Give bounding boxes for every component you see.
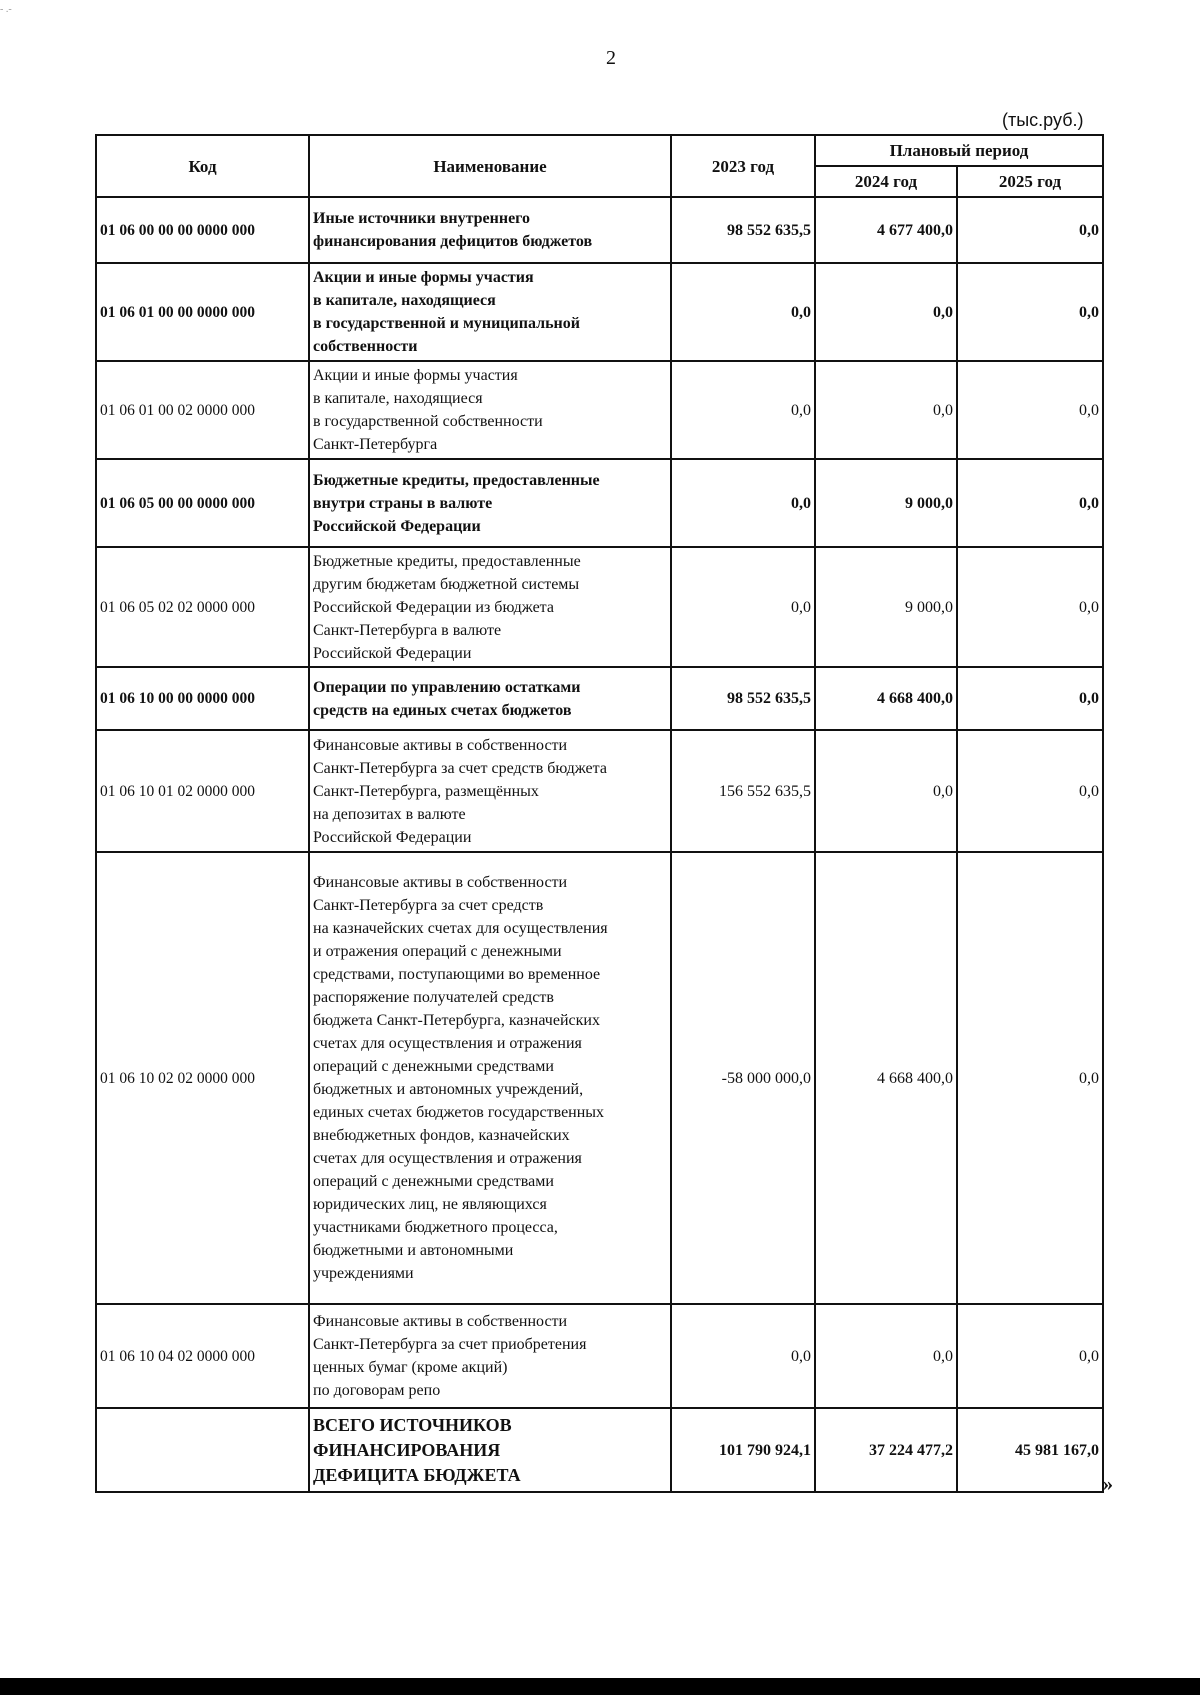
header-code: Код <box>96 135 309 197</box>
row-name-line: Операции по управлению остатками <box>313 678 581 696</box>
row-name-line: Санкт-Петербурга за счет средств бюджета <box>313 759 607 777</box>
row-name-line: юридических лиц, не являющихся <box>313 1196 547 1213</box>
row-name-line: распоряжение получателей средств <box>313 989 554 1006</box>
row-name-line: Российской Федерации <box>313 644 472 662</box>
scan-border <box>0 1678 1200 1695</box>
header-year-2023: 2023 год <box>671 135 815 197</box>
row-name-line: внебюджетных фондов, казначейских <box>313 1127 570 1144</box>
row-value-2023: 0,0 <box>671 1304 815 1408</box>
row-name-line: Санкт-Петербурга за счет средств <box>313 897 544 914</box>
closing-quote-mark: » <box>1103 1473 1113 1495</box>
header-year-2025: 2025 год <box>957 166 1103 197</box>
row-name-line: Финансовые активы в собственности <box>313 874 568 891</box>
row-name-line: бюджетных и автономных учреждений, <box>313 1081 584 1098</box>
row-name-line: другим бюджетам бюджетной системы <box>313 575 580 593</box>
row-value-2025: 0,0 <box>957 459 1103 547</box>
row-name-line: Российской Федерации из бюджета <box>313 598 554 616</box>
row-value-2025: 0,0 <box>957 547 1103 667</box>
row-value-2023: 98 552 635,5 <box>671 667 815 730</box>
row-code: 01 06 05 00 00 0000 000 <box>96 459 309 547</box>
row-name-line: в капитале, находящиеся <box>313 292 496 309</box>
row-value-2024: 0,0 <box>815 1304 957 1408</box>
total-value-2025: 45 981 167,0 <box>957 1408 1103 1492</box>
row-value-2023: 0,0 <box>671 361 815 459</box>
row-name-line: Финансовые активы в собственности <box>313 1313 568 1330</box>
row-name-line: финансирования дефицитов бюджетов <box>313 233 593 250</box>
row-name-line: на депозитах в валюте <box>313 805 466 823</box>
row-name-line: Финансовые активы в собственности <box>313 736 568 754</box>
row-code: 01 06 10 02 02 0000 000 <box>96 852 309 1304</box>
row-value-2025: 0,0 <box>957 263 1103 361</box>
row-name <box>309 730 671 852</box>
row-name-line: счетах для осуществления и отражения <box>313 1150 582 1167</box>
total-name <box>309 1408 671 1492</box>
row-name-line: счетах для осуществления и отражения <box>313 1035 582 1052</box>
header-year-2024: 2024 год <box>815 166 957 197</box>
row-name-line: Санкт-Петербурга в валюте <box>313 621 502 639</box>
row-code: 01 06 10 00 00 0000 000 <box>96 667 309 730</box>
row-name-line: Бюджетные кредиты, предоставленные <box>313 471 600 489</box>
total-name-line: ВСЕГО ИСТОЧНИКОВ <box>313 1414 512 1435</box>
row-code: 01 06 01 00 02 0000 000 <box>96 361 309 459</box>
row-name-line: на казначейских счетах для осуществления <box>313 920 608 937</box>
row-name-line: Российской Федерации <box>313 517 481 535</box>
row-name-line: учреждениями <box>313 1265 414 1282</box>
row-value-2024: 9 000,0 <box>815 547 957 667</box>
row-name-line: Бюджетные кредиты, предоставленные <box>313 552 581 570</box>
row-name <box>309 459 671 547</box>
row-name-line: Акции и иные формы участия <box>313 367 518 384</box>
row-name-line: бюджетными и автономными <box>313 1242 514 1259</box>
scan-artifact: - .- <box>0 4 12 15</box>
table-row <box>96 361 1103 459</box>
row-name <box>309 263 671 361</box>
row-value-2025: 0,0 <box>957 667 1103 730</box>
row-name-line: Иные источники внутреннего <box>313 210 531 227</box>
row-name-line: и отражения операций с денежными <box>313 943 562 960</box>
row-name-line: в государственной и муниципальной <box>313 315 580 332</box>
row-code: 01 06 01 00 00 0000 000 <box>96 263 309 361</box>
row-name <box>309 1304 671 1408</box>
table-body <box>96 197 1103 1492</box>
row-value-2023: 0,0 <box>671 459 815 547</box>
row-code: 01 06 10 04 02 0000 000 <box>96 1304 309 1408</box>
table-row <box>96 263 1103 361</box>
units-label: (тыс.руб.) <box>1002 110 1084 130</box>
row-name-line: единых счетах бюджетов государственных <box>313 1104 605 1121</box>
row-name-line: операций с денежными средствами <box>313 1058 554 1075</box>
row-name-line: по договорам репо <box>313 1382 441 1399</box>
row-name-line: бюджета Санкт-Петербурга, казначейских <box>313 1012 600 1029</box>
total-name-line: ДЕФИЦИТА БЮДЖЕТА <box>313 1464 521 1485</box>
financing-sources-table <box>95 134 1104 1493</box>
row-value-2024: 0,0 <box>815 361 957 459</box>
row-name-line: участниками бюджетного процесса, <box>313 1219 558 1236</box>
row-value-2024: 0,0 <box>815 730 957 852</box>
row-name-line: Санкт-Петербурга <box>313 436 438 453</box>
row-code: 01 06 05 02 02 0000 000 <box>96 547 309 667</box>
row-value-2025: 0,0 <box>957 730 1103 852</box>
table-header <box>96 135 1103 197</box>
row-name-line: собственности <box>313 338 418 355</box>
row-name-line: Санкт-Петербурга, размещённых <box>313 782 539 800</box>
total-value-2023: 101 790 924,1 <box>671 1408 815 1492</box>
row-name-line: в государственной собственности <box>313 413 543 430</box>
row-value-2023: 0,0 <box>671 263 815 361</box>
table-row <box>96 667 1103 730</box>
total-value-2024: 37 224 477,2 <box>815 1408 957 1492</box>
row-value-2025: 0,0 <box>957 1304 1103 1408</box>
page-number: 2 <box>606 47 616 69</box>
row-value-2025: 0,0 <box>957 852 1103 1304</box>
row-name-line: Санкт-Петербурга за счет приобретения <box>313 1336 587 1353</box>
table-row <box>96 459 1103 547</box>
table-row <box>96 852 1103 1304</box>
row-name-line: операций с денежными средствами <box>313 1173 554 1190</box>
header-planned-period: Плановый период <box>815 135 1103 166</box>
table-row <box>96 730 1103 852</box>
row-value-2023: 98 552 635,5 <box>671 197 815 263</box>
row-code: 01 06 00 00 00 0000 000 <box>96 197 309 263</box>
table-row <box>96 547 1103 667</box>
row-value-2024: 4 677 400,0 <box>815 197 957 263</box>
row-value-2025: 0,0 <box>957 361 1103 459</box>
row-value-2024: 4 668 400,0 <box>815 852 957 1304</box>
total-row <box>96 1408 1103 1492</box>
row-name <box>309 197 671 263</box>
row-name-line: ценных бумаг (кроме акций) <box>313 1359 508 1376</box>
row-name-line: средствами, поступающими во временное <box>313 966 601 983</box>
row-value-2024: 4 668 400,0 <box>815 667 957 730</box>
total-name-line: ФИНАНСИРОВАНИЯ <box>313 1439 501 1460</box>
row-name <box>309 547 671 667</box>
row-name-line: Акции и иные формы участия <box>313 269 534 286</box>
row-name-line: в капитале, находящиеся <box>313 390 483 407</box>
row-name-line: Российской Федерации <box>313 828 472 846</box>
row-value-2023: 156 552 635,5 <box>671 730 815 852</box>
table-row <box>96 197 1103 263</box>
header-name: Наименование <box>309 135 671 197</box>
row-value-2025: 0,0 <box>957 197 1103 263</box>
row-name-line: средств на единых счетах бюджетов <box>313 701 572 719</box>
row-name <box>309 361 671 459</box>
row-name <box>309 667 671 730</box>
row-value-2023: 0,0 <box>671 547 815 667</box>
total-code <box>96 1408 309 1492</box>
row-value-2023: -58 000 000,0 <box>671 852 815 1304</box>
row-value-2024: 9 000,0 <box>815 459 957 547</box>
row-value-2024: 0,0 <box>815 263 957 361</box>
row-name-line: внутри страны в валюте <box>313 494 493 512</box>
row-code: 01 06 10 01 02 0000 000 <box>96 730 309 852</box>
row-name <box>309 852 671 1304</box>
table-row <box>96 1304 1103 1408</box>
